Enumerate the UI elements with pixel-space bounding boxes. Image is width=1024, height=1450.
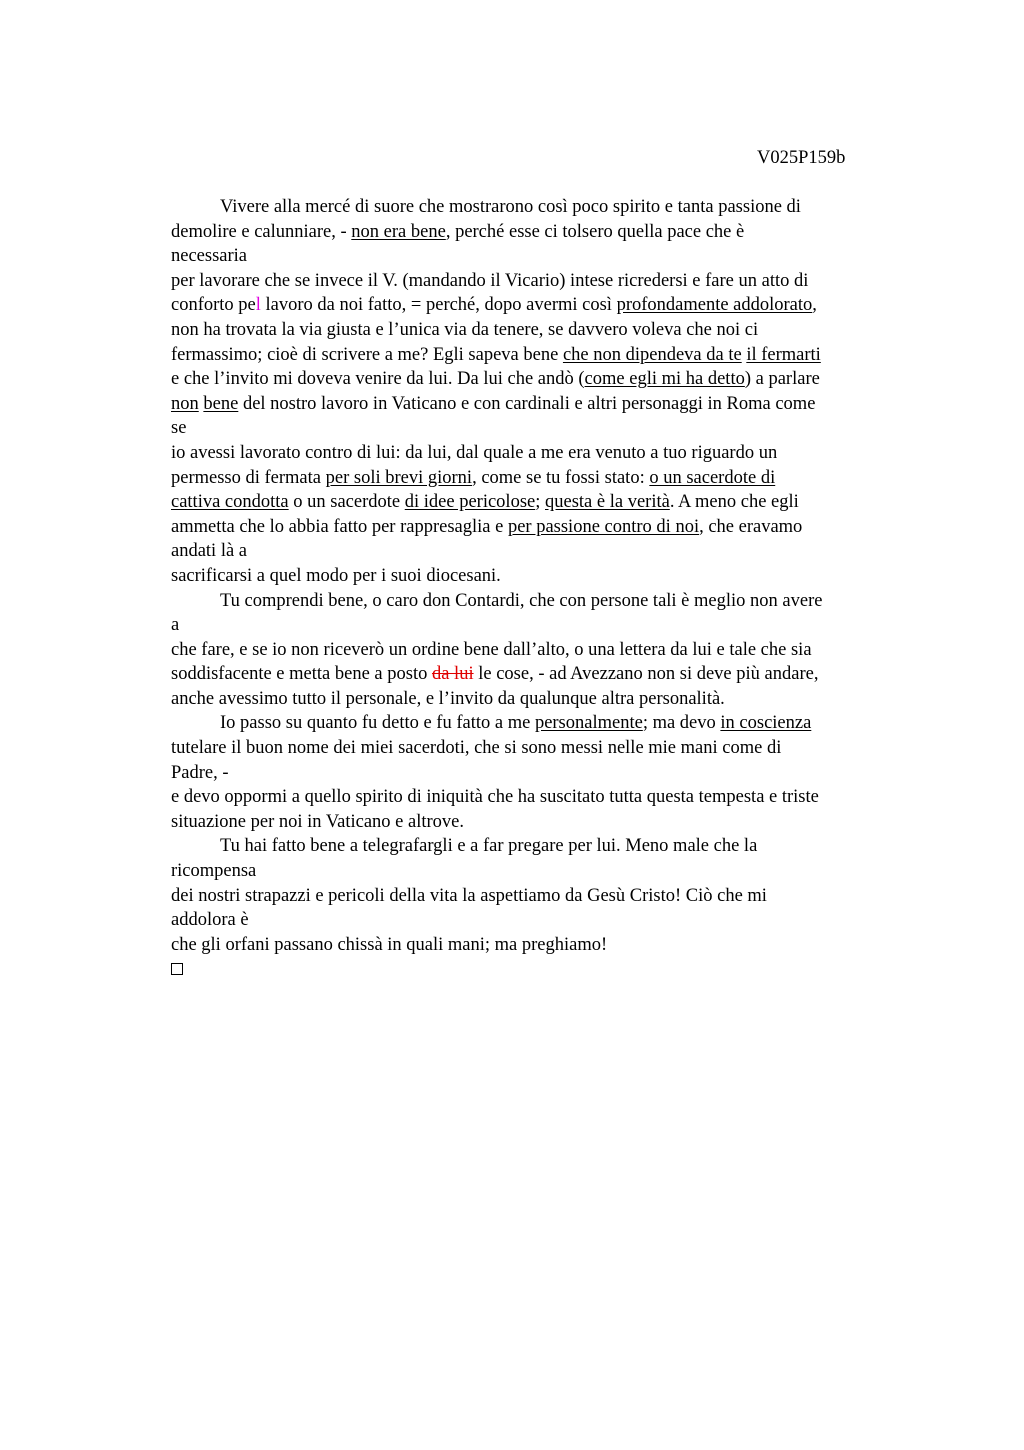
text-line: necessaria [171, 246, 248, 267]
text-line: conforto pel lavoro da noi fatto, = perché, dopo avermi così profondamente addolorato, [171, 295, 817, 316]
text-line: che gli orfani passano chissà in quali mani; ma preghiamo! [171, 934, 608, 955]
text-line [171, 957, 901, 982]
text-line: situazione per noi in Vaticano e altrove. [171, 811, 464, 832]
text-line: Tu comprendi bene, o caro don Contardi, che con persone tali è meglio non avere [220, 590, 823, 611]
text-line: ammetta che lo abbia fatto per rappresaglia e per passione contro di noi, che eravamo [171, 516, 803, 537]
underlined-text: personalmente [534, 713, 643, 734]
text-line: permesso di fermata per soli brevi giorni, come se tu fossi stato: o un sacerdote di [171, 467, 776, 488]
struck-text: da lui [431, 664, 474, 685]
text-line: Vivere alla mercé di suore che mostrarono così poco spirito e tanta passione di [220, 197, 801, 217]
underlined-text: cattiva condotta [171, 492, 289, 513]
text-line: anche avessimo tutto il personale, e l’invito da qualunque altra personalità. [171, 688, 725, 709]
underlined-text: non era bene [351, 221, 446, 242]
underlined-text: questa è la verità [545, 492, 670, 513]
underlined-text: non [171, 393, 199, 414]
text-line: a [171, 615, 180, 636]
underlined-text: profondamente addolorato [616, 295, 813, 316]
letter-body [171, 195, 901, 982]
underlined-text: che non dipendeva da te [562, 344, 742, 365]
underlined-text: il fermarti [746, 344, 821, 365]
underlined-text: come egli mi ha detto [584, 369, 745, 390]
underlined-text: di idee pericolose [404, 492, 536, 513]
text-line: e devo oppormi a quello spirito di iniquità che ha suscitato tutta questa tempesta e triste [171, 787, 819, 808]
text-line: per lavorare che se invece il V. (mandando il Vicario) intese ricredersi e fare un atto di [171, 270, 809, 291]
underlined-text: bene [203, 393, 239, 414]
text-line: Tu hai fatto bene a telegrafargli e a far pregare per lui. Meno male che la [220, 836, 758, 857]
text-line: ricompensa [171, 861, 257, 882]
text-line: sacrificarsi a quel modo per i suoi diocesani. [171, 565, 501, 586]
text-line: cattiva condotta o un sacerdote di idee pericolose; questa è la verità. A meno che egli [171, 492, 799, 513]
text-line: andati là a [171, 541, 248, 562]
highlighted-letter: l [255, 295, 261, 316]
document-reference: V025P159b [757, 148, 846, 168]
text-line: che fare, e se io non riceverò un ordine bene dall’alto, o una lettera da lui e tale che sia [171, 639, 812, 660]
underlined-text: per passione contro di noi [507, 516, 700, 537]
underlined-text: in coscienza [720, 713, 812, 734]
text-line: Padre, - [171, 762, 229, 783]
text-line: dei nostri strapazzi e pericoli della vita la aspettiamo da Gesù Cristo! Ciò che mi [171, 885, 767, 906]
text-line: io avessi lavorato contro di lui: da lui, dal quale a me era venuto a tuo riguardo un [171, 442, 778, 463]
text-line: se [171, 418, 187, 439]
text-line: tutelare il buon nome dei miei sacerdoti, che si sono messi nelle mie mani come di [171, 738, 782, 759]
text-line: fermassimo; cioè di scrivere a me? Egli sapeva bene che non dipendeva da te il fermarti [171, 344, 821, 365]
underlined-text: o un sacerdote di [649, 467, 776, 488]
underlined-text: per soli brevi giorni [325, 467, 473, 488]
text-line: soddisfacente e metta bene a posto da lui le cose, - ad Avezzano non si deve più andare, [171, 664, 819, 685]
square-box-icon [171, 963, 183, 975]
text-line: e che l’invito mi doveva venire da lui. Da lui che andò (come egli mi ha detto) a parlare [171, 369, 820, 390]
text-line: Io passo su quanto fu detto e fu fatto a me personalmente; ma devo in coscienza [220, 713, 812, 734]
text-line: demolire e calunniare, - non era bene, perché esse ci tolsero quella pace che è [171, 221, 745, 242]
text-line: non bene del nostro lavoro in Vaticano e con cardinali e altri personaggi in Roma come [171, 393, 816, 414]
text-line: non ha trovata la via giusta e l’unica via da tenere, se davvero voleva che noi ci [171, 319, 759, 340]
text-line: addolora è [171, 910, 249, 931]
